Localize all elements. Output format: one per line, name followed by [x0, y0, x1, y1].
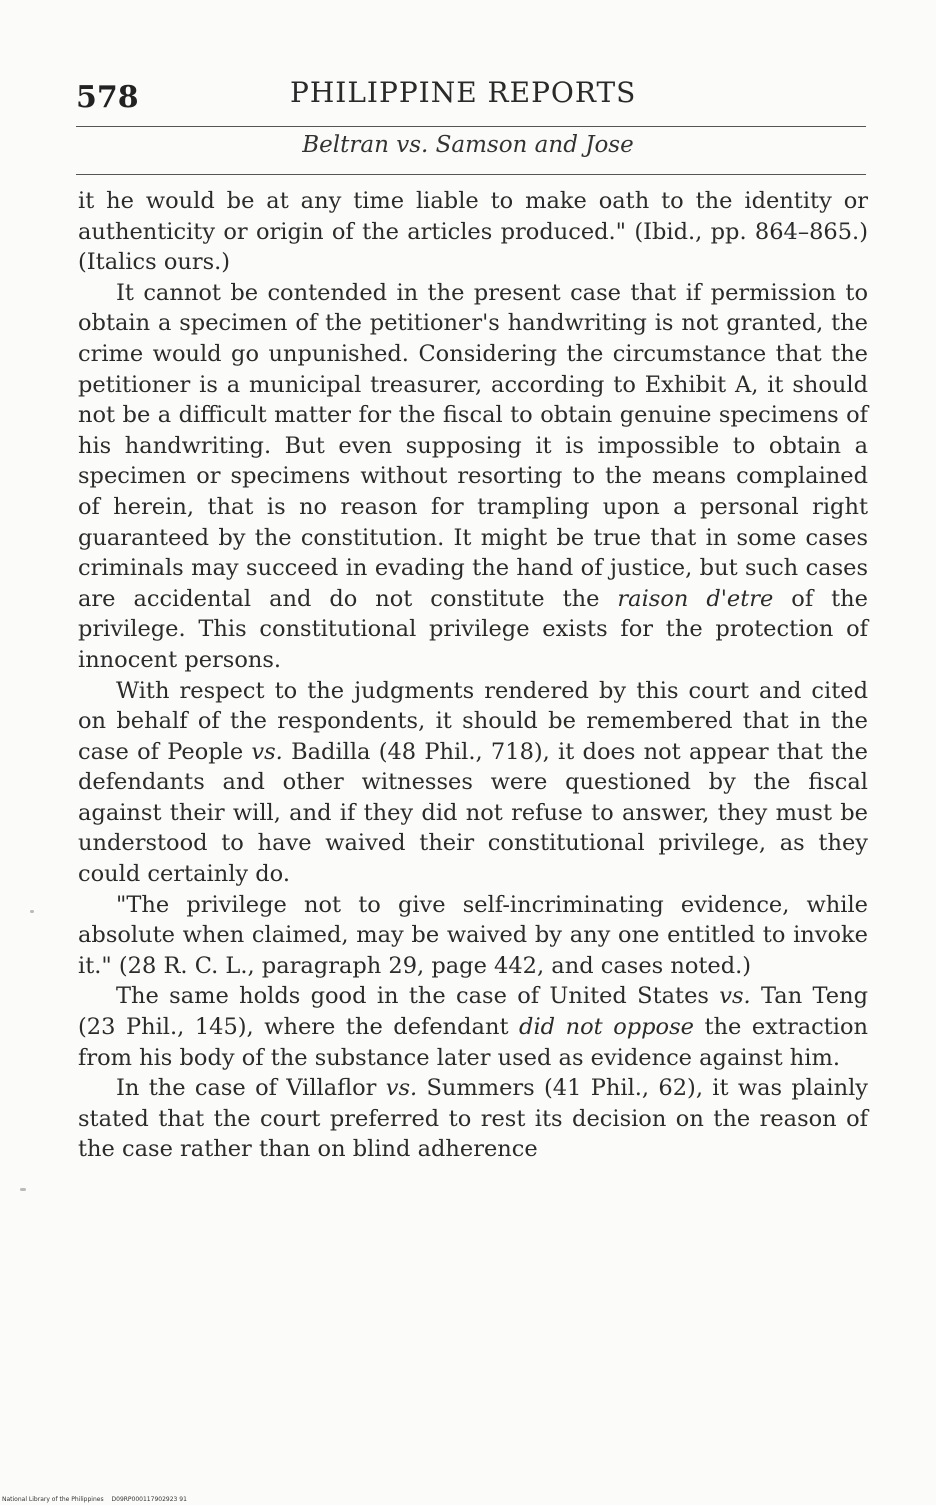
case-party-1: Beltran — [302, 132, 389, 158]
italic-term: vs. — [385, 1075, 418, 1102]
running-title: PHILIPPINE REPORTS — [290, 76, 637, 109]
paragraph-quote: "The privilege not to give self-incriminating evidence, while absolute when claimed, may be waived by any one entitled to invoke it." (28 R. C. L., paragraph 29, page 442, and cases noted.) — [78, 891, 868, 979]
footer-identifier: D09RP000117902923 91 — [111, 1496, 187, 1503]
paragraph: The same holds good in the case of United States vs. Tan Teng (23 Phil., 145), where the defendant did not oppose the extraction from his body of the substance later used as evidence against him. — [78, 983, 868, 1071]
paragraph: With respect to the judgments rendered by this court and cited on behalf of the respondents, it should be remembered that in the case of People vs. Badilla (48 Phil., 718), it does not appear that the defendants and other witnesses were questioned by the fiscal against their will, and if they did not refuse to answer, they must be understood to have waived their constitutional privilege, as they could certainly do. — [78, 677, 868, 888]
italic-term: vs. — [251, 738, 283, 765]
scan-speck — [30, 910, 34, 913]
scan-speck — [20, 1188, 26, 1191]
italic-term: vs. — [719, 983, 751, 1010]
footer-library: National Library of the Philippines — [2, 1496, 104, 1503]
italic-term: raison d'etre — [617, 585, 774, 612]
italic-term: did not oppose — [519, 1014, 694, 1041]
body-text — [78, 186, 868, 1165]
paragraph: In the case of Villaflor vs. Summers (41 Phil., 62), it was plainly stated that the court preferred to rest its decision on the reason of the case rather than on blind adherence — [78, 1075, 869, 1163]
case-vs: vs. — [396, 132, 429, 158]
case-party-2: Samson and Jose — [435, 132, 634, 158]
header-rule-top — [76, 126, 866, 127]
footer — [2, 1496, 193, 1503]
page-number: 578 — [76, 80, 139, 115]
paragraph-continuation: it he would be at any time liable to make oath to the identity or authenticity or origin of the articles produced." (Ibid., pp. 864–865.) (Italics ours.) — [78, 188, 868, 276]
header-rule-bottom — [76, 174, 866, 175]
case-caption — [0, 132, 936, 158]
paragraph: It cannot be contended in the present case that if permission to obtain a specimen of the petitioner's handwriting is not granted, the crime would go unpunished. Considering the circumstance that the petitioner is a municipal treasurer, according to Exhibit A, it should not be a difficult matter for the fiscal to obtain genuine specimens of his handwriting. But even supposing it is impossible to obtain a specimen or specimens without resorting to the means complained of herein, that is no reason for trampling upon a personal right guaranteed by the constitution. It might be true that in some cases criminals may succeed in evading the hand of justice, but such cases are accidental and do not constitute the raison d'etre of the privilege. This constitutional privilege exists for the protection of innocent persons. — [78, 279, 868, 673]
